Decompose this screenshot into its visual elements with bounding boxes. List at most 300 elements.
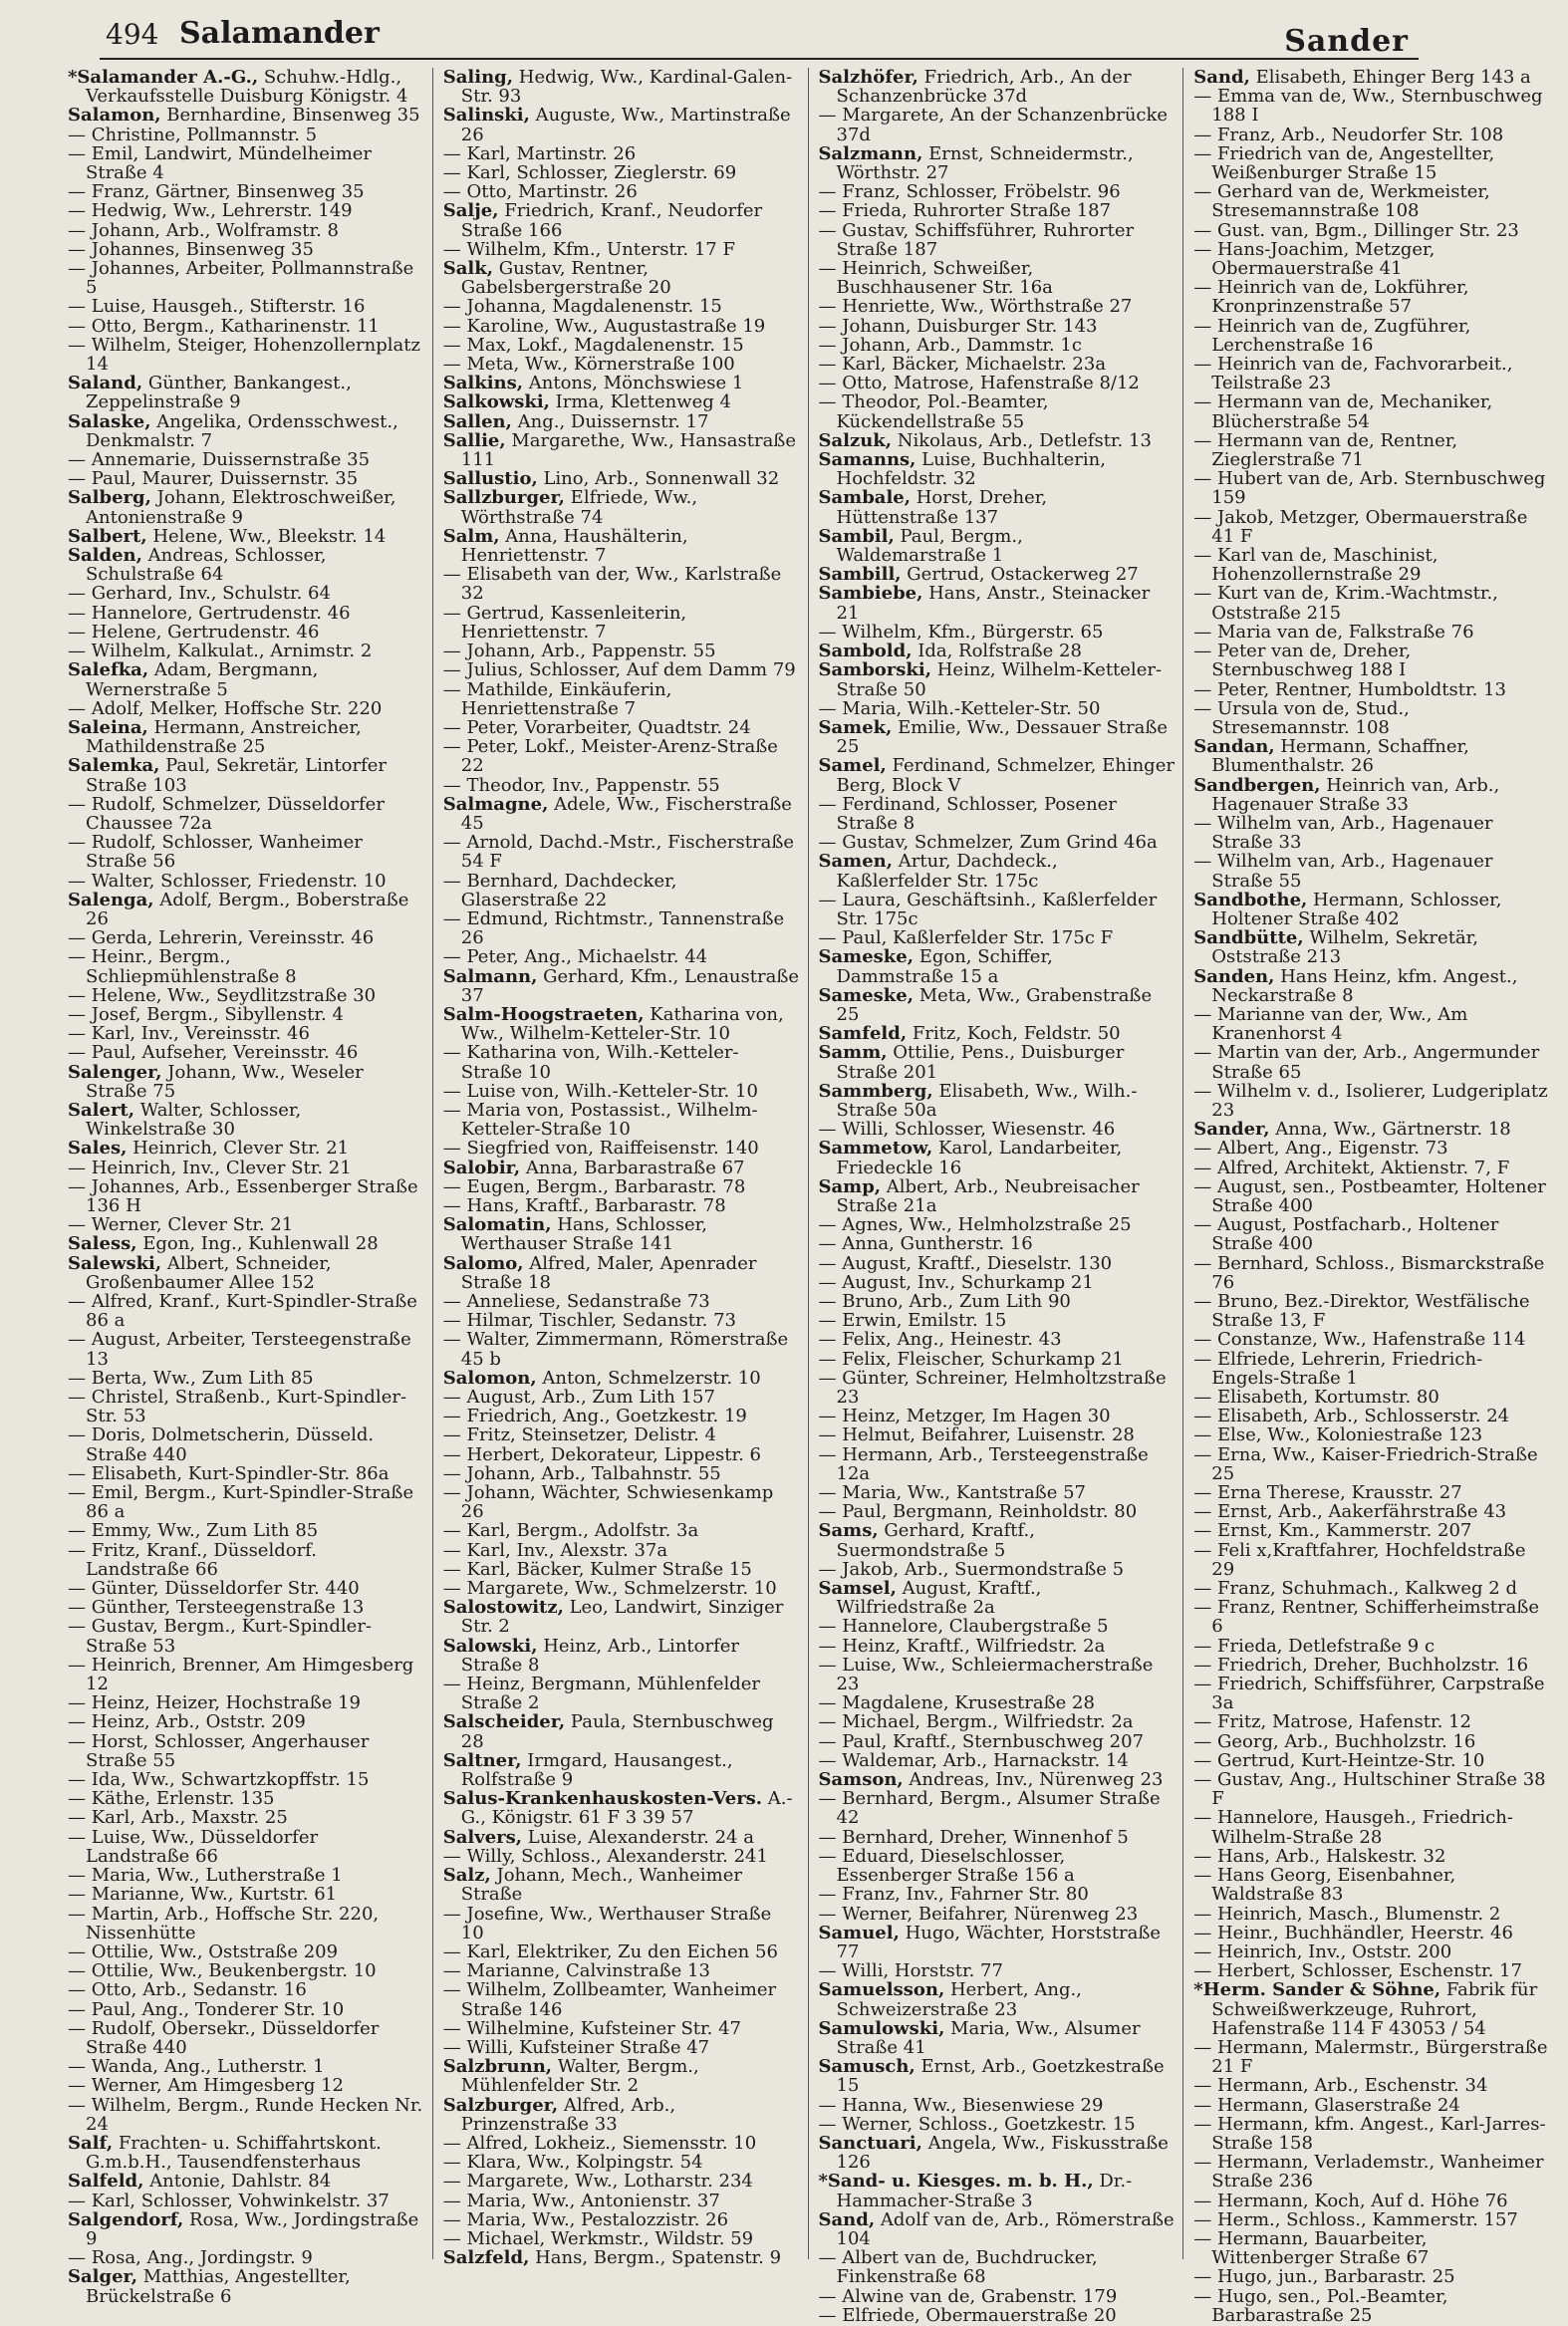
directory-subentry [443, 604, 800, 642]
directory-subentry [443, 1177, 800, 1196]
directory-columns [58, 67, 1558, 2326]
entry-details: Peter van de, Dreher, Sternbuschweg 188 I [1211, 641, 1412, 681]
directory-entry [443, 2057, 800, 2095]
entry-details: Paul, Bergmann, Reinholdstr. 80 [842, 1501, 1138, 1523]
entry-details: Margarete, Ww., Schmelzerstr. 10 [466, 1578, 777, 1600]
entry-surname: Sandbothe, [1193, 889, 1308, 910]
entry-details: Franz, Schuhmach., Kalkweg 2 d [1216, 1578, 1518, 1600]
entry-details: Hans, Anstr., Steinacker 21 [836, 583, 1151, 624]
directory-subentry [68, 221, 424, 240]
entry-details: Hans, Schlosser, Werthauser Straße 141 [460, 1214, 707, 1255]
entry-surname: Salomon, [442, 1367, 537, 1389]
entry-surname: Samp, [818, 1175, 882, 1197]
directory-subentry [68, 2248, 424, 2267]
entry-details: Gustav, Ang., Hultschiner Straße 38 F [1211, 1769, 1546, 1810]
entry-surname: Sambill, [818, 564, 902, 586]
directory-subentry [819, 1425, 1176, 1444]
entry-details: Jakob, Metzger, Obermauerstraße 41 F [1211, 506, 1528, 547]
directory-subentry [819, 374, 1176, 392]
directory-subentry [68, 2192, 424, 2210]
entry-details: Johannes, Arb., Essenberger Straße 136 H [86, 1175, 418, 1216]
directory-subentry [1193, 469, 1550, 507]
entry-details: Heinz, Arb., Lintorfer Straße 8 [460, 1635, 740, 1676]
entry-details: Waldemar, Arb., Harnackstr. 14 [842, 1749, 1129, 1771]
entry-surname: Samsel, [818, 1578, 897, 1600]
entry-surname: Salmann, [442, 965, 538, 987]
directory-subentry [443, 182, 800, 201]
entry-surname: Salostowitz, [442, 1597, 564, 1619]
directory-subentry [1193, 392, 1550, 430]
directory-subentry [819, 2306, 1176, 2325]
entry-surname: Salomo, [442, 1252, 524, 1274]
entry-details: August, Kraftf., Dieselstr. 130 [842, 1252, 1113, 1274]
directory-subentry [819, 623, 1176, 642]
entry-details: Gerda, Lehrerin, Vereinsstr. 46 [91, 927, 375, 949]
directory-subentry [68, 450, 424, 469]
directory-subentry [1193, 1082, 1550, 1120]
directory-entry [443, 259, 800, 297]
directory-entry [1193, 776, 1550, 814]
entry-details: Käthe, Erlenstr. 135 [91, 1788, 275, 1810]
entry-details: Andreas, Inv., Nürenweg 23 [903, 1769, 1164, 1791]
directory-entry [68, 2172, 424, 2191]
entry-details: Hugo, Wächter, Horststraße 77 [836, 1922, 1162, 1962]
entry-details: Johann, Elektroschweißer, Antonienstraße 9 [86, 487, 396, 528]
directory-subentry [819, 699, 1176, 718]
entry-details: Horst, Dreher, Hüttenstraße 137 [836, 487, 1048, 528]
directory-subentry [443, 355, 800, 374]
directory-subentry [443, 2192, 800, 2210]
entry-details: Hermann, Schaffner, Blumenthalstr. 26 [1211, 736, 1469, 777]
entry-details: Paul, Sekretär, Lintorfer Straße 103 [86, 755, 388, 796]
entry-surname: Salk, [442, 258, 493, 280]
entry-surname: Salzhöfer, [818, 67, 918, 88]
directory-subentry [443, 1388, 800, 1407]
directory-subentry [819, 355, 1176, 374]
directory-subentry [819, 1120, 1176, 1139]
directory-subentry [443, 1082, 800, 1101]
entry-details: Adolf, Melker, Hoffsche Str. 220 [91, 697, 383, 719]
directory-subentry [443, 2134, 800, 2153]
directory-subentry [443, 1425, 800, 1444]
entry-details: Frieda, Ruhrorter Straße 187 [842, 200, 1112, 222]
entry-details: Wilhelm, Steiger, Hohenzollernplatz 14 [86, 334, 420, 376]
directory-subentry [443, 2210, 800, 2229]
entry-details: Alfred, Arb., Prinzenstraße 33 [460, 2094, 676, 2135]
directory-subentry [443, 660, 800, 679]
entry-details: Elfriede, Lehrerin, Friedrich-Engels-Straße 1 [1211, 1348, 1483, 1389]
entry-details: Johann, Arb., Dammstr. 1c [842, 334, 1082, 356]
column-2 [432, 67, 808, 2269]
directory-subentry [1193, 584, 1550, 622]
directory-entry [819, 986, 1176, 1024]
entry-surname: Sameske, [818, 946, 914, 968]
entry-surname: Salgendorf, [68, 2208, 184, 2230]
entry-details: Margarethe, Ww., Hansastraße 111 [460, 429, 796, 471]
entry-details: Wilhelm v. d., Isolierer, Ludgeriplatz 23 [1211, 1080, 1548, 1121]
entry-details: Anna, Guntherstr. 16 [842, 1233, 1033, 1255]
entry-details: Heinrich, Brenner, Am Himgesberg 12 [86, 1654, 414, 1695]
directory-entry [819, 431, 1176, 450]
entry-details: Albert, Arb., Neubreisacher Straße 21a [836, 1175, 1140, 1216]
entry-details: Paul, Ang., Tonderer Str. 10 [91, 1998, 345, 2020]
entry-details: Ferdinand, Schmelzer, Ehinger Berg, Block V [836, 755, 1175, 796]
directory-subentry [1193, 1770, 1550, 1808]
entry-details: Willi, Schlosser, Wiesenstr. 46 [842, 1119, 1116, 1141]
directory-entry [819, 2172, 1176, 2209]
directory-subentry [819, 1350, 1176, 1369]
directory-subentry [1193, 1139, 1550, 1158]
directory-subentry [1193, 1808, 1550, 1846]
entry-details: Bernhard, Dreher, Winnenhof 5 [842, 1826, 1129, 1848]
entry-details: Karol, Landarbeiter, Friedeckle 16 [836, 1138, 1123, 1178]
entry-details: Karl, Arb., Maxstr. 25 [91, 1807, 288, 1829]
entry-details: Willi, Kufsteiner Straße 47 [466, 2036, 710, 2058]
entry-details: Peter, Vorarbeiter, Quadtstr. 24 [466, 716, 751, 738]
header-last-entry: Sander [1284, 24, 1409, 59]
directory-subentry [819, 1732, 1176, 1751]
entry-details: Anneliese, Sedanstraße 73 [466, 1291, 710, 1312]
directory-subentry [1193, 2153, 1550, 2191]
directory-entry [443, 392, 800, 411]
directory-subentry [68, 1693, 424, 1712]
entry-surname: *Sand- u. Kiesges. m. b. H., [818, 2171, 1094, 2193]
entry-details: Matthias, Angestellter, Brückelstraße 6 [86, 2266, 351, 2307]
entry-details: Heinrich, Masch., Blumenstr. 2 [1216, 1903, 1501, 1925]
directory-subentry [443, 336, 800, 355]
directory-subentry [443, 1407, 800, 1425]
directory-subentry [443, 776, 800, 795]
entry-details: Michael, Werkmstr., Wildstr. 59 [466, 2227, 754, 2249]
entry-details: Maria von, Postassist., Wilhelm-Ketteler-Straße 10 [460, 1099, 758, 1141]
entry-details: Ottilie, Pens., Duisburger Straße 201 [836, 1042, 1125, 1083]
entry-details: Wilhelm, Kfm., Unterstr. 17 F [466, 238, 735, 260]
entry-details: Luise, Buchhalterin, Hochfeldstr. 32 [836, 449, 1106, 490]
entry-details: Franz, Inv., Fahrner Str. 80 [842, 1884, 1089, 1906]
directory-subentry [68, 928, 424, 947]
entry-details: Heinrich, Inv., Clever Str. 21 [91, 1157, 352, 1178]
entry-details: Helene, Ww., Bleekstr. 14 [146, 525, 387, 547]
entry-details: Horst, Schlosser, Angerhauser Straße 55 [86, 1730, 370, 1771]
entry-details: Gertrud, Ostackerweg 27 [901, 564, 1139, 586]
directory-entry [819, 947, 1176, 985]
directory-subentry [443, 1043, 800, 1081]
entry-details: Hans Georg, Eisenbahner, Waldstraße 83 [1211, 1865, 1456, 1906]
directory-subentry [68, 1159, 424, 1177]
directory-entry [819, 1924, 1176, 1961]
directory-subentry [1193, 1425, 1550, 1444]
directory-subentry [443, 909, 800, 947]
directory-subentry [1193, 1712, 1550, 1731]
entry-details: Dr.-Hammacher-Straße 3 [836, 2171, 1133, 2211]
directory-entry [68, 488, 424, 526]
directory-entry [443, 1751, 800, 1789]
directory-subentry [68, 126, 424, 144]
entry-details: Herbert, Dekorateur, Lippestr. 6 [466, 1443, 762, 1465]
directory-subentry [443, 1560, 800, 1579]
directory-entry [443, 1159, 800, 1177]
entry-details: Anna, Ww., Gärtnerstr. 18 [1269, 1119, 1511, 1141]
entry-surname: Sand, [1193, 67, 1250, 88]
entry-details: Ursula von de, Stud., Stresemannstr. 108 [1211, 697, 1410, 738]
directory-subentry [443, 1101, 800, 1139]
directory-entry [68, 1234, 424, 1253]
entry-surname: Sanctuari, [818, 2132, 922, 2154]
directory-entry [819, 1521, 1176, 1559]
directory-entry [443, 795, 800, 833]
entry-details: Maria, Ww., Kantstraße 57 [842, 1482, 1086, 1504]
entry-surname: Salm, [442, 525, 500, 547]
directory-subentry [68, 1712, 424, 1731]
entry-details: Karl, Bäcker, Kulmer Straße 15 [466, 1558, 752, 1580]
entry-details: Julius, Schlosser, Auf dem Damm 79 [466, 659, 796, 681]
entry-details: Gustav, Schiffsführer, Ruhrorter Straße 187 [836, 219, 1135, 260]
entry-details: Gertrud, Kurt-Heintze-Str. 10 [1216, 1749, 1485, 1771]
entry-details: Irmgard, Hausangest., Rolfstraße 9 [460, 1749, 733, 1791]
directory-entry [68, 1254, 424, 1292]
entry-details: Johannes, Binsenweg 35 [91, 238, 314, 260]
entry-surname: Samborski, [818, 659, 931, 681]
directory-subentry [68, 1579, 424, 1598]
entry-details: Meta, Ww., Grabenstraße 25 [836, 984, 1153, 1025]
entry-details: Bernhardine, Binsenweg 35 [160, 105, 420, 127]
entry-details: Alfred, Maler, Apenrader Straße 18 [460, 1252, 757, 1293]
directory-subentry [1193, 508, 1550, 546]
entry-surname: Salemka, [68, 755, 160, 777]
directory-subentry [68, 1464, 424, 1483]
entry-details: Klara, Ww., Kolpingstr. 54 [466, 2152, 703, 2174]
entry-details: Werner, Clever Str. 21 [91, 1214, 294, 1236]
directory-subentry [819, 1234, 1176, 1253]
entry-details: Alfred, Kranf., Kurt-Spindler-Straße 86 a [86, 1291, 417, 1332]
directory-subentry [443, 737, 800, 775]
directory-subentry [443, 1521, 800, 1540]
entry-details: August, Inv., Schurkamp 21 [842, 1271, 1094, 1293]
directory-entry [443, 1637, 800, 1675]
entry-surname: Salm-Hoogstraeten, [442, 1003, 645, 1025]
entry-details: Gerhard, Inv., Schulstr. 64 [91, 583, 331, 605]
directory-entry [68, 546, 424, 584]
directory-subentry [68, 2019, 424, 2057]
entry-details: Karl, Inv., Alexstr. 37a [466, 1539, 668, 1561]
directory-entry [819, 2019, 1176, 2057]
entry-details: Wilhelm, Bergm., Runde Hecken Nr. 24 [86, 2094, 423, 2135]
directory-subentry [443, 2229, 800, 2248]
entry-details: Rosa, Ww., Jordingstraße 9 [86, 2208, 419, 2249]
directory-subentry [443, 163, 800, 182]
directory-subentry [68, 1369, 424, 1388]
directory-subentry [819, 2248, 1176, 2286]
entry-details: Paul, Kaßlerfelder Str. 175c F [842, 927, 1114, 949]
directory-subentry [443, 1961, 800, 1980]
entry-details: Margarete, An der Schanzenbrücke 37d [836, 105, 1169, 145]
directory-subentry [1193, 1215, 1550, 1253]
directory-subentry [819, 259, 1176, 297]
entry-surname: Sambale, [818, 487, 912, 509]
entry-details: Egon, Schiffer, Dammstraße 15 a [836, 946, 1053, 987]
entry-surname: Salzburger, [442, 2094, 559, 2116]
directory-subentry [1193, 1521, 1550, 1540]
directory-subentry [68, 699, 424, 718]
directory-subentry [1193, 2210, 1550, 2229]
directory-subentry [1193, 431, 1550, 469]
entry-details: August, Kraftf., Wilfriedstraße 2a [836, 1578, 1042, 1619]
directory-subentry [1193, 814, 1550, 852]
entry-surname: Salkins, [442, 373, 524, 394]
entry-surname: Salscheider, [442, 1711, 566, 1733]
entry-details: Hedwig, Ww., Lehrerstr. 149 [91, 200, 353, 222]
entry-details: Agnes, Ww., Helmholzstraße 25 [842, 1214, 1132, 1236]
entry-surname: Salaske, [68, 410, 151, 432]
entry-surname: Saland, [68, 373, 143, 394]
directory-entry [68, 374, 424, 411]
directory-subentry [443, 1311, 800, 1330]
directory-subentry [1193, 1159, 1550, 1177]
directory-subentry [68, 1905, 424, 1942]
entry-surname: Sallen, [442, 410, 512, 432]
directory-subentry [1193, 2096, 1550, 2115]
directory-subentry [819, 1847, 1176, 1885]
directory-entry [443, 2096, 800, 2134]
entry-details: Wilhelm van, Arb., Hagenauer Straße 55 [1211, 851, 1493, 892]
entry-details: Günter, Düsseldorfer Str. 440 [91, 1578, 360, 1600]
entry-details: Emil, Bergm., Kurt-Spindler-Straße 86 a [86, 1482, 414, 1523]
entry-surname: Sammberg, [818, 1080, 933, 1102]
directory-entry [68, 660, 424, 698]
entry-details: Hermann, Koch, Auf d. Höhe 76 [1216, 2190, 1508, 2211]
entry-details: Helmut, Beifahrer, Luisenstr. 28 [842, 1424, 1135, 1446]
directory-entry [819, 450, 1176, 488]
directory-subentry [68, 336, 424, 374]
entry-details: Eugen, Bergm., Barbarastr. 78 [466, 1175, 746, 1197]
entry-details: Helene, Ww., Seydlitzstraße 30 [91, 984, 377, 1006]
entry-details: Erna Therese, Krausstr. 27 [1216, 1482, 1462, 1504]
entry-details: Antons, Mönchswiese 1 [523, 373, 744, 394]
directory-subentry [819, 221, 1176, 259]
entry-details: Heinrich van, Arb., Hagenauer Straße 33 [1211, 774, 1500, 815]
entry-details: Theodor, Pol.-Beamter, Kückendellstraße 55 [836, 391, 1049, 432]
directory-entry [443, 431, 800, 469]
entry-details: Herbert, Ang., Schweizerstraße 23 [836, 1979, 1082, 2020]
entry-surname: Sallie, [442, 429, 506, 451]
directory-subentry [68, 1942, 424, 1961]
entry-details: Otto, Arb., Sedanstr. 16 [91, 1979, 307, 2001]
entry-details: Johann, Duisburger Str. 143 [842, 315, 1098, 337]
directory-subentry [819, 1905, 1176, 1924]
directory-subentry [68, 986, 424, 1005]
directory-subentry [68, 1330, 424, 1368]
directory-subentry [443, 2153, 800, 2172]
entry-details: Fritz, Kranf., Düsseldorf. Landstraße 66 [86, 1539, 317, 1580]
entry-details: Herm., Schloss., Kammerstr. 157 [1216, 2208, 1518, 2230]
directory-subentry [68, 1388, 424, 1425]
entry-surname: Samuel, [818, 1922, 900, 1943]
entry-details: Friedrich van de, Angestellter, Weißenburger Straße 15 [1211, 142, 1495, 184]
entry-details: Elfriede, Ww., Wörthstraße 74 [460, 487, 698, 528]
entry-details: Maria, Wilh.-Ketteler-Str. 50 [842, 697, 1101, 719]
entry-details: Heinr., Buchhändler, Heerstr. 46 [1216, 1922, 1513, 1943]
directory-entry [443, 68, 800, 106]
directory-subentry [819, 106, 1176, 143]
directory-entry [819, 488, 1176, 526]
entry-surname: Salvers, [442, 1826, 523, 1848]
directory-subentry [443, 297, 800, 316]
entry-details: Gustav, Rentner, Gabelsbergerstraße 20 [460, 258, 671, 299]
column-1 [58, 67, 432, 2307]
directory-subentry [1193, 278, 1550, 316]
directory-subentry [819, 1445, 1176, 1483]
directory-subentry [68, 1770, 424, 1789]
directory-subentry [443, 1292, 800, 1311]
entry-details: Max, Lokf., Magdalenenstr. 15 [466, 334, 744, 356]
directory-entry [443, 1215, 800, 1253]
entry-details: Ottilie, Ww., Oststraße 209 [91, 1940, 339, 1962]
directory-subentry [1193, 2115, 1550, 2153]
entry-details: Adam, Bergmann, Wernerstraße 5 [86, 659, 319, 700]
directory-subentry [819, 1751, 1176, 1770]
directory-subentry [443, 1980, 800, 2018]
entry-surname: Salenger, [68, 1061, 162, 1083]
directory-subentry [68, 469, 424, 488]
entry-details: Johann, Mech., Wanheimer Straße [460, 1865, 742, 1906]
entry-details: Lino, Arb., Sonnenwall 32 [537, 468, 780, 490]
directory-subentry [68, 1005, 424, 1024]
entry-details: Hermann, kfm. Angest., Karl-Jarres-Straße 158 [1211, 2113, 1546, 2154]
directory-subentry [1193, 87, 1550, 125]
directory-subentry [1193, 1942, 1550, 1961]
directory-subentry [443, 1541, 800, 1560]
directory-subentry [1193, 2192, 1550, 2210]
entry-surname: Sammetow, [818, 1138, 933, 1160]
entry-details: Maria, Ww., Antonienstr. 37 [466, 2190, 720, 2211]
directory-subentry [1193, 1292, 1550, 1330]
entry-details: Hannelore, Claubergstraße 5 [842, 1616, 1109, 1638]
entry-details: August, Arbeiter, Tersteegenstraße 13 [86, 1329, 411, 1370]
entry-surname: Samen, [818, 851, 894, 873]
entry-details: Christine, Pollmannstr. 5 [91, 124, 318, 145]
directory-subentry [819, 1502, 1176, 1521]
entry-details: Eduard, Dieselschlosser, Essenberger Straße 156 a [836, 1845, 1075, 1887]
entry-details: Josefine, Ww., Werthauser Straße 10 [460, 1903, 772, 1943]
entry-details: Fritz, Steinsetzer, Delistr. 4 [466, 1424, 716, 1446]
entry-details: Annemarie, Duissernstraße 35 [91, 449, 371, 471]
directory-subentry [68, 2096, 424, 2134]
directory-entry [443, 469, 800, 488]
directory-subentry [1193, 1924, 1550, 1942]
directory-subentry [68, 144, 424, 182]
entry-details: Schuhw.-Hdlg., Verkaufsstelle Duisburg Königstr. 4 [86, 67, 408, 108]
directory-subentry [819, 1617, 1176, 1636]
entry-details: Franz, Rentner, Schifferheimstraße 6 [1211, 1597, 1540, 1638]
directory-entry [68, 2134, 424, 2172]
directory-subentry [68, 1732, 424, 1770]
directory-subentry [68, 201, 424, 220]
page-number: 494 [106, 18, 159, 51]
directory-entry [443, 201, 800, 239]
entry-details: Werner, Schloss., Goetzkestr. 15 [842, 2113, 1136, 2135]
directory-subentry [68, 1885, 424, 1904]
entry-details: Franz, Arb., Neudorfer Str. 108 [1216, 124, 1504, 145]
entry-details: Friedrich, Dreher, Buchholzstr. 16 [1216, 1654, 1529, 1676]
entry-details: Ang., Duissernstr. 17 [511, 410, 709, 432]
entry-surname: Salberg, [68, 487, 151, 509]
entry-details: Jakob, Arb., Suermondstraße 5 [842, 1558, 1125, 1580]
entry-details: Heinz, Bergmann, Mühlenfelder Straße 2 [460, 1674, 761, 1714]
directory-subentry [819, 795, 1176, 833]
entry-details: Bernhard, Dachdecker, Glaserstraße 22 [460, 870, 677, 910]
entry-surname: Sales, [68, 1138, 128, 1160]
entry-details: Gerhard, Kfm., Lenaustraße 37 [460, 965, 800, 1006]
